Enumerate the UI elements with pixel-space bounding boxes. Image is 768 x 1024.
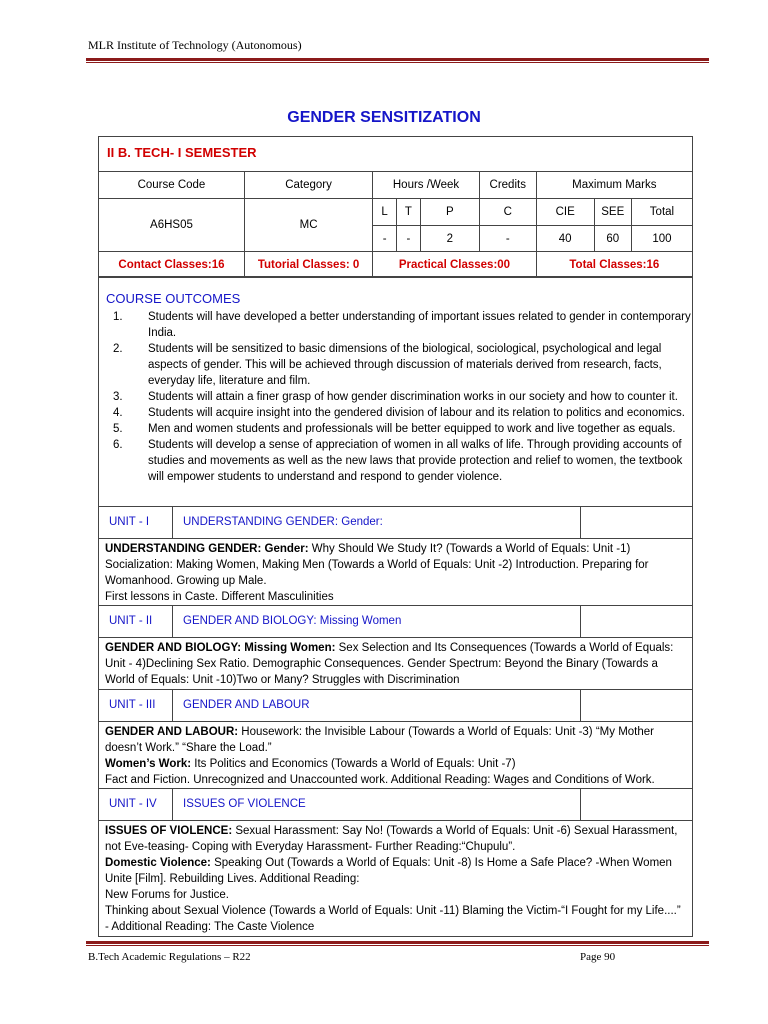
list-item: 3. Students will attain a finer grasp of how gender discrimination works in our society and how to counter it. [113, 391, 678, 403]
institution-header: MLR Institute of Technology (Autonomous) [88, 38, 302, 52]
page-number: Page 90 [580, 951, 616, 963]
c-value: - [479, 226, 536, 252]
footer-regulations: B.Tech Academic Regulations – R22 [88, 951, 251, 963]
credits-label: Credits [479, 172, 536, 199]
t-label: T [397, 199, 421, 226]
unit-4-header [98, 788, 693, 821]
unit-3-title: GENDER AND LABOUR [183, 699, 310, 711]
unit-2-header [98, 605, 693, 638]
list-item: 5. Men and women students and professionals will be better equipped to work and live together as equals. [113, 423, 676, 435]
list-item: 1. Students will have developed a better understanding of important issues related to gender in contemporary India. [113, 311, 691, 339]
page-title: GENDER SENSITIZATION [287, 109, 481, 126]
see-value: 60 [594, 226, 631, 252]
unit-4-body: ISSUES OF VIOLENCE: Sexual Harassment: Say No! (Towards a World of Equals: Unit -6) Sexual Harassment, not Eve-teasing- Coping with Everyday Harassment- Further Reading:“Chupulu”. Domestic Violence: Speaking Out (Towards a World of Equals: Unit -8) Is Home a Safe Place? -When Women Unite [Film]. Rebuilding Lives. Additional Reading: New Forums for Justice. Thinking about Sexual Violence (Towards a World of Equals: Unit -11) Blaming the Victim-“I Fought for my Life....” - Additional Reading: The Caste Violence [98, 820, 693, 937]
meta-sub-row [99, 199, 693, 226]
footer-rule [86, 941, 709, 944]
practical-classes: Practical Classes:00 [373, 252, 536, 278]
contact-classes: Contact Classes:16 [99, 252, 245, 278]
classes-row [99, 252, 693, 278]
meta-header-row [99, 172, 693, 199]
header-rule-thin [86, 62, 709, 63]
unit-1-label: UNIT - I [109, 516, 150, 528]
unit-1-header [98, 506, 693, 539]
total-classes: Total Classes:16 [536, 252, 692, 278]
marks-label: Maximum Marks [536, 172, 692, 199]
unit-2-body: GENDER AND BIOLOGY: Missing Women: Sex Selection and Its Consequences (Towards a World of Equals: Unit - 4)Declining Sex Ratio. Demographic Consequences. Gender Spectrum: Beyond the Binary (Towards a World of Equals: Unit -10)Two or Many? Struggles with Discrimination [98, 637, 693, 690]
course-code-value: A6HS05 [99, 199, 245, 252]
unit-1-title: UNDERSTANDING GENDER: Gender: [183, 516, 383, 528]
hours-label: Hours /Week [373, 172, 480, 199]
p-value: 2 [420, 226, 479, 252]
unit-2-label: UNIT - II [109, 615, 153, 627]
unit-3-body: GENDER AND LABOUR: Housework: the Invisible Labour (Towards a World of Equals: Unit -3) “My Mother doesn’t Work.” “Share the Load.” Women’s Work: Its Politics and Economics (Towards a World of Equals: Unit -7) Fact and Fiction. Unrecognized and Unaccounted work. Additional Reading: Wages and Conditions of Work. [98, 721, 693, 789]
unit-3-label: UNIT - III [109, 699, 156, 711]
unit-1-body: UNDERSTANDING GENDER: Gender: Why Should We Study It? (Towards a World of Equals: Unit -1) Socialization: Making Women, Making Men (Towards a World of Equals: Unit -2) Introduction. Preparing for Womanhood. Growing up Male. First lessons in Caste. Different Masculinities [98, 538, 693, 606]
cie-label: CIE [536, 199, 594, 226]
outcomes-heading: COURSE OUTCOMES [106, 291, 241, 306]
course-code-label: Course Code [99, 172, 245, 199]
course-meta-table [98, 171, 693, 278]
p-label: P [420, 199, 479, 226]
semester-box [98, 136, 693, 172]
list-item: 4. Students will acquire insight into the gendered division of labour and its relation to politics and economics. [113, 407, 685, 419]
unit-3-header [98, 689, 693, 722]
course-outcomes-box [98, 276, 693, 507]
category-value: MC [244, 199, 372, 252]
unit-2-title: GENDER AND BIOLOGY: Missing Women [183, 615, 402, 627]
l-label: L [373, 199, 397, 226]
list-item: 6. Students will develop a sense of appreciation of women in all walks of life. Through providing accounts of studies and movements as well as the new laws that provide protection and relief to women, the textbook will empower students to understand and respond to gender violence. [113, 439, 683, 483]
outcomes-list [113, 309, 693, 485]
total-value: 100 [631, 226, 692, 252]
footer-rule-thin [86, 945, 709, 946]
category-label: Category [244, 172, 372, 199]
c-label: C [479, 199, 536, 226]
list-item: 2. Students will be sensitized to basic dimensions of the biological, sociological, psychological and legal aspects of gender. This will be achieved through discussion of materials derived from research, facts, everyday life, literature and film. [113, 343, 662, 387]
l-value: - [373, 226, 397, 252]
see-label: SEE [594, 199, 631, 226]
semester-label: II B. TECH- I SEMESTER [107, 145, 257, 160]
header-rule [86, 58, 709, 61]
unit-4-label: UNIT - IV [109, 798, 157, 810]
t-value: - [397, 226, 421, 252]
unit-4-title: ISSUES OF VIOLENCE [183, 798, 306, 810]
tutorial-classes: Tutorial Classes: 0 [244, 252, 372, 278]
total-label: Total [631, 199, 692, 226]
cie-value: 40 [536, 226, 594, 252]
